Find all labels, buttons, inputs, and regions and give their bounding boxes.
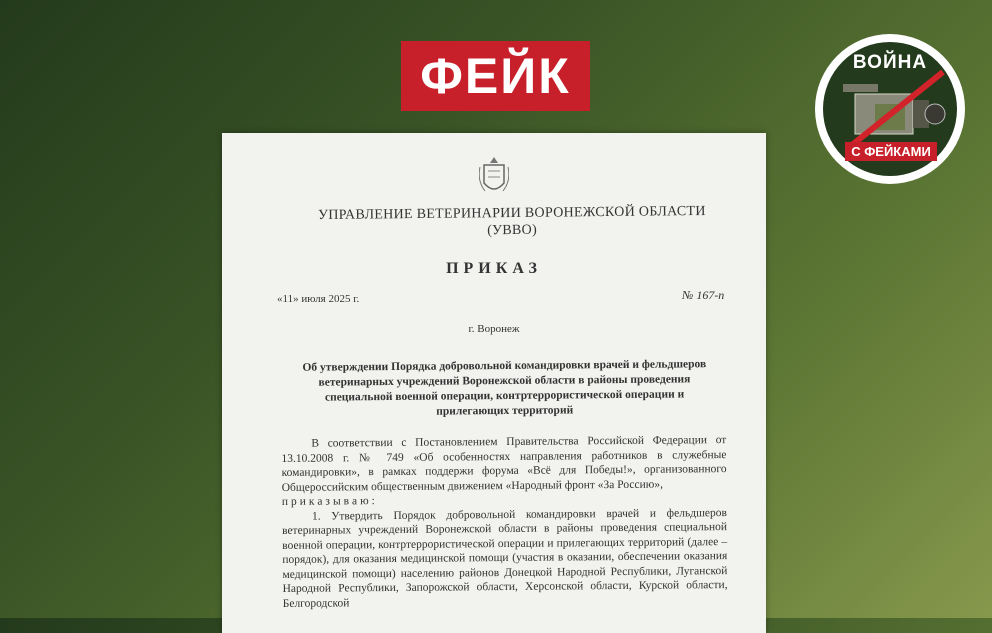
fake-badge bbox=[401, 41, 590, 111]
logo-bottom-text: С ФЕЙКАМИ bbox=[845, 142, 937, 161]
agency-line2: (УВВО) bbox=[487, 222, 538, 239]
paragraph-1: В соответствии с Постановлением Правительства Российской Федерации от 13.10.2008 г. № 749 «Об особенностях направления работников в служебные командировки», в рамках поддержи форума «Всё для Победы!», организованного Общероссийским общественным движением «Народный фронт «За Россию», bbox=[281, 434, 727, 494]
order-heading: Об утверждении Порядка добровольной командировки врачей и фельдшеров ветеринарных учреждений Воронежской области в районы проведения специальной военной операции, контртеррористической операции и прилегающих территорий bbox=[302, 358, 707, 418]
war-on-fakes-logo bbox=[815, 34, 965, 184]
order-title: ПРИКАЗ bbox=[446, 260, 542, 277]
order-word: приказываю: bbox=[281, 495, 378, 508]
fake-badge-label: ФЕЙК bbox=[420, 48, 571, 104]
coat-of-arms-icon bbox=[479, 155, 509, 199]
logo-top-text: ВОЙНА bbox=[852, 52, 928, 73]
order-number: № 167-п bbox=[682, 288, 725, 302]
order-body bbox=[281, 433, 728, 611]
order-date: «11» июля 2025 г. bbox=[277, 293, 360, 305]
paragraph-2: 1. Утвердить Порядок добровольной командировки врачей и фельдшеров ветеринарных учреждений Воронежской области в районы проведения специальной военной операции, контртеррористической операции и прилегающих территорий (далее – порядок), для оказания медицинской помощи (участия в оказании, обеспечении оказания медицинской помощи) населению районов Донецкой Народной Республики, Луганской Народной Республики, Запорожской области, Херсонской области, Курской области, Белгородской bbox=[282, 506, 728, 610]
agency-line1: УПРАВЛЕНИЕ ВЕТЕРИНАРИИ ВОРОНЕЖСКОЙ ОБЛАСТИ bbox=[318, 203, 706, 224]
agency-name bbox=[292, 203, 732, 242]
order-city: г. Воронеж bbox=[468, 323, 520, 335]
document-page bbox=[222, 133, 766, 633]
